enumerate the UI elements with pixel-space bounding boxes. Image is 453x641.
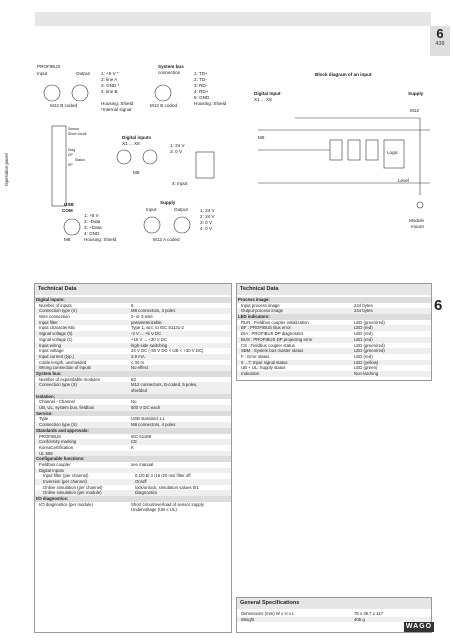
operation-panel-label: Operation panel (4, 153, 9, 186)
row-key: Signal voltage (0) (39, 331, 73, 337)
profibus-pin-3: 3: GND * (101, 83, 120, 88)
row-key: Number of inputs (39, 302, 72, 308)
led-label-short: Short circuit (68, 132, 87, 136)
general-specifications-table (236, 597, 432, 633)
module-mount-1: Module (409, 218, 425, 223)
row-key: Isolation: (36, 393, 56, 399)
row-value: ≤ 30 m (131, 359, 145, 365)
row-key: BF : PROFIBUS Bus error (241, 325, 291, 331)
row-value: LED (green) (354, 365, 378, 371)
usb-pin-3: 3: +Data (84, 225, 102, 230)
block-digital-input: Digital Input (254, 91, 281, 96)
chapter-number: 6 (436, 26, 444, 41)
system-bus-caption: M12 B coded (150, 103, 178, 108)
row-key: Connection type (S) (39, 382, 77, 388)
supply-pin-2: 2: 24 V (200, 214, 215, 219)
technical-data-table-left (34, 283, 232, 633)
row-value: 8 (131, 302, 134, 308)
row-value: K (131, 444, 134, 450)
supply-caption: M12 A coded (153, 237, 180, 242)
row-key: Inversion (per channel) (43, 479, 87, 484)
row-key: 0 ...7: Input signal status (241, 359, 288, 365)
system-bus-pin-3: 3: RD- (194, 83, 208, 88)
general-table-rows (237, 611, 431, 622)
profibus-input-connector (44, 85, 60, 101)
row-key: F : Error status (241, 353, 270, 359)
digital-input-connector-right (143, 150, 157, 164)
row-value: 244 bytes (354, 308, 373, 314)
row-value: 2.8 mA (131, 353, 145, 359)
row-value: 75 x 35.7 x 117 (354, 611, 384, 616)
system-bus-shield: Housing: Shield (194, 101, 227, 106)
row-value: Diagnostics (135, 490, 158, 496)
row-value: No effect (131, 365, 149, 371)
row-key: Output process image (241, 308, 284, 314)
row-value: 405 g (354, 616, 365, 622)
row-key: Input filter (39, 319, 58, 325)
row-value: high-side switching (131, 342, 168, 348)
table-row (237, 617, 431, 623)
row-value: LED (red) (354, 331, 373, 337)
block-logic: Logic (387, 150, 398, 155)
led-label-sensor: Sensor (68, 127, 80, 131)
com-title: COM (62, 208, 73, 213)
led-label-dp: DP (68, 153, 73, 157)
led-label-diag: Diag (68, 148, 76, 152)
block-level: Level (398, 178, 409, 183)
supply-input-connector (144, 217, 160, 233)
digital-inputs-m8: M8 (133, 170, 140, 175)
supply-pin-4: 4: 0 V (200, 226, 213, 231)
row-value: LED (green/red) (354, 348, 385, 354)
row-key: Fieldbus coupler (39, 461, 71, 467)
row-value: 244 bytes (354, 302, 373, 308)
row-key: KoreaCertification (39, 444, 74, 450)
side-tab: 6 (434, 297, 443, 314)
row-value: LED (red) (354, 325, 373, 331)
row-key: LED indicators: (238, 314, 270, 320)
usb-shield: Housing: Shield (84, 237, 117, 242)
input-schematic-box (196, 152, 214, 178)
row-key: Input process image (241, 302, 280, 308)
supply-input-label: Input (146, 207, 157, 212)
row-value: On/off (135, 479, 147, 484)
supply-pin-3: 3: 0 V (200, 220, 213, 225)
row-key: Indication (241, 370, 260, 376)
row-key: Cable length, unshielded (39, 359, 87, 365)
row-key: Channel - Channel (39, 399, 75, 405)
row-value: M8 connectors, 3 poles (131, 308, 176, 314)
table-row (35, 507, 231, 513)
right-table-rows (237, 297, 431, 377)
row-value: LED (red) (354, 336, 373, 342)
block-m8: M8 (258, 135, 265, 140)
usb-connector (64, 219, 80, 235)
left-table-title: Technical Data (35, 284, 231, 295)
row-value: +15 V ... +30 V DC (131, 336, 168, 342)
profibus-shield: Housing: Shield (101, 101, 134, 106)
row-value: 500 V DC each (131, 405, 161, 411)
row-key (35, 507, 131, 513)
row-key: Online simulation (per module) (43, 490, 102, 496)
row-key: Connection type (X) (39, 308, 77, 314)
row-key: Conformity marking (39, 439, 77, 445)
system-bus-pin-2: 2: TD- (194, 77, 207, 82)
digital-inputs-input: 4: Input (172, 181, 188, 186)
system-bus-pin-5: 5: GND (194, 95, 210, 100)
supply-pin-1: 1: 24 V (200, 208, 215, 213)
row-key: CS : Fieldbus coupler status (241, 342, 295, 348)
wago-logo: WAGO (405, 623, 433, 630)
profibus-caption: M12 B coded (50, 103, 78, 108)
system-bus-title: System bus (158, 64, 184, 69)
profibus-output-connector (72, 85, 88, 101)
row-key: Standards and approvals: (36, 427, 89, 433)
row-key: Input filter (per channel) (43, 473, 89, 479)
row-value: Type 1, acc. to IEC 61131-2 (131, 325, 184, 331)
row-key: DIA : PROFIBUS DP diagnostics (241, 331, 304, 337)
digital-inputs-title: Digital inputs (122, 135, 152, 140)
row-value: Non-latching (354, 370, 379, 376)
system-bus-connector (155, 85, 171, 101)
row-value: parameterizable (131, 319, 162, 325)
opto-block-3 (366, 140, 378, 160)
technical-data-table-right (236, 283, 432, 381)
usb-pin-2: 2: -Data (84, 219, 101, 224)
row-value: Undervoltage (UB ≤ UL) (131, 507, 177, 513)
system-bus-pin-1: 1: TD+ (194, 71, 208, 76)
digital-inputs-pin-1: 1: 24 V (170, 143, 185, 148)
block-input-range: X1 ... X8 (254, 97, 272, 102)
row-value: IEC 61158 (131, 433, 151, 439)
row-key: System bus: (36, 370, 62, 376)
row-value: Short circuit/overload of sensor supply (131, 501, 204, 507)
row-value: CE (131, 439, 137, 445)
digital-input-connector-left (117, 150, 131, 164)
connection-diagram (0, 0, 453, 290)
profibus-pin-2: 2: line A (101, 77, 118, 82)
row-key: PROFIBUS (39, 433, 61, 439)
row-key: I/O diagnostics: (36, 496, 69, 502)
row-key: Number of expandable modules (39, 376, 100, 382)
row-value: LED (green/red) (354, 319, 385, 325)
opto-block-2 (348, 140, 360, 160)
row-key: UL 508 (39, 450, 53, 456)
row-key: SBM : System bus master status (241, 348, 304, 354)
row-key: Digital inputs: (36, 297, 65, 302)
usb-pin-1: 1: +5 V (84, 213, 99, 218)
row-key: RUN : Fieldbus coupler initialization (241, 319, 309, 325)
row-value: LED (yellow) (354, 359, 379, 365)
row-key: Type (39, 416, 49, 422)
usb-title: USB (64, 202, 74, 207)
row-key: I/O diagnostics (per module) (39, 501, 93, 507)
profibus-pin-4: 4: line B (101, 89, 118, 94)
supply-title: Supply (160, 200, 176, 205)
row-key: UB + UL: Supply status (241, 365, 286, 371)
row-key: Input voltage (39, 348, 64, 354)
row-key: Wire connection (39, 314, 70, 320)
block-m12: M12 (410, 108, 419, 113)
opto-block-1 (330, 140, 342, 160)
profibus-title: PROFIBUS (37, 64, 61, 69)
row-value: see manual (131, 461, 154, 467)
row-value: LED (green/red) (354, 342, 385, 348)
row-key: Online simulation (per channel) (43, 484, 103, 490)
row-key: Weight (241, 616, 255, 622)
profibus-input-label: Input (37, 71, 48, 76)
page-number: 439 (435, 41, 445, 47)
usb-caption: M8 (64, 237, 71, 242)
led-panel (52, 126, 66, 206)
profibus-note: *Internal signal (101, 107, 132, 112)
supply-output-connector (174, 217, 190, 233)
row-key: Dimensions (mm) W x H x L (241, 611, 295, 616)
row-key: BUS : PROFIBUS DP projecting error (241, 336, 313, 342)
led-label-status: Status (75, 158, 85, 162)
row-key: Connection type (S) (39, 422, 77, 428)
row-value: No (131, 399, 137, 405)
row-key: Signal voltage (1) (39, 336, 73, 342)
table-row (237, 371, 431, 377)
module-mount-icon (417, 202, 423, 208)
system-bus-subtitle: connection (158, 70, 181, 75)
row-key: Input wiring (39, 342, 61, 348)
digital-inputs-range: X1 ... X8 (122, 141, 140, 146)
module-mount-2: mount (411, 224, 424, 229)
digital-inputs-pin-3: 3: 0 V (170, 149, 183, 154)
block-supply: Supply (408, 91, 424, 96)
usb-pin-4: 4: GND (84, 231, 100, 236)
general-specifications-title: General Specifications (237, 598, 431, 609)
row-value: 63 (131, 376, 136, 382)
led-label-sp: SP (68, 163, 73, 167)
block-diagram-title: Block diagram of an input (315, 72, 372, 77)
row-value: LED (red) (354, 353, 373, 359)
row-key: Service: (36, 410, 53, 416)
row-value: -3 V ... +5 V DC (131, 331, 162, 337)
row-key: Digital Inputs (39, 467, 64, 473)
row-key: Input characteristic (39, 325, 76, 331)
row-value: M8 connectors, 4 poles (131, 422, 176, 428)
row-value: 24 V DC (-30 V DC < UB < +30 V DC) (131, 348, 204, 354)
row-value: shielded (131, 388, 148, 393)
left-table-rows (35, 297, 231, 513)
row-key: Wrong connection of inputs (39, 365, 91, 371)
row-key: Input current (typ.) (39, 353, 75, 359)
row-value: 0.1/0.5/ 3 /15 /20 ms/ filter off (135, 473, 191, 479)
profibus-output-label: Output (76, 71, 90, 76)
row-value: 2- or 3-wire (131, 314, 153, 320)
row-value: lock/unlock, simulation values 0/1 (135, 484, 199, 490)
row-key: Configurable functions: (36, 456, 85, 462)
row-value: M12 connectors, B-coded, 5 poles, (131, 382, 198, 388)
row-key: Process image: (238, 297, 270, 302)
system-bus-pin-4: 4: RD+ (194, 89, 209, 94)
row-key: UB, UL, system bus, fieldbus (39, 405, 95, 411)
supply-output-label: Output (174, 207, 188, 212)
row-value: USB standard 1.1 (131, 416, 165, 422)
right-table-title: Technical Data (237, 284, 431, 295)
profibus-pin-1: 1: +5 V * (101, 71, 119, 76)
